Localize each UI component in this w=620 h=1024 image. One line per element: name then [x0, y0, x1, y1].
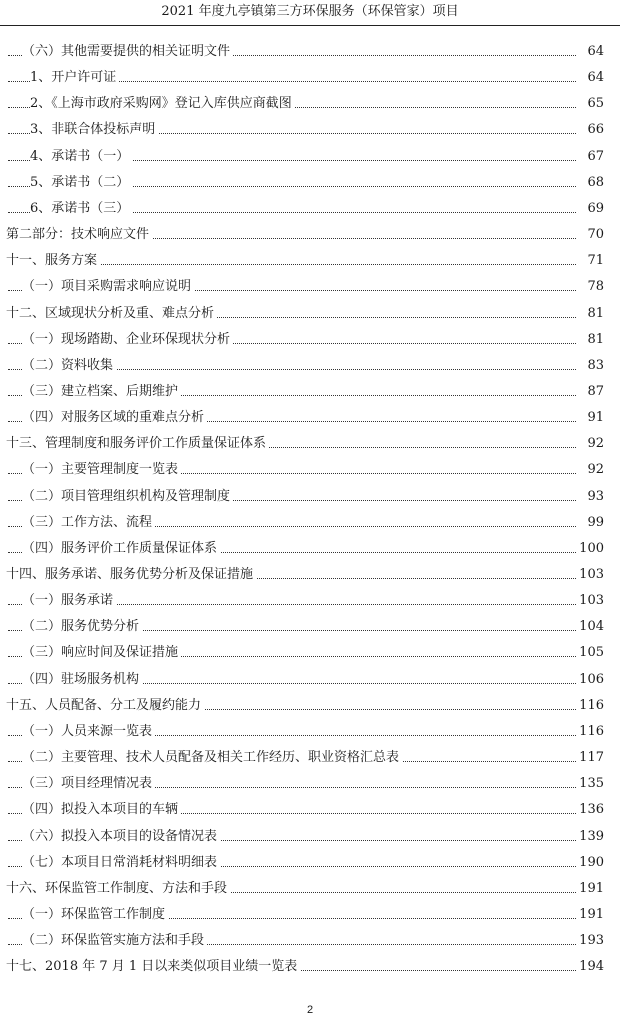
toc-entry-title: （三）项目经理情况表: [22, 774, 155, 794]
toc-entry-title: 6、承诺书（三）: [30, 199, 132, 219]
toc-entry-title: （四）拟投入本项目的车辆: [22, 800, 181, 820]
toc-entry-page: 92: [584, 434, 604, 454]
toc-entry-page: 93: [584, 487, 604, 507]
toc-entry[interactable]: [0, 487, 620, 507]
toc-entry-page: 70: [584, 225, 604, 245]
toc-entry-page: 135: [576, 774, 604, 794]
toc-entry-title: 十三、管理制度和服务评价工作质量保证体系: [6, 434, 269, 454]
toc-entry-title: （六）拟投入本项目的设备情况表: [22, 827, 220, 847]
toc-entry-page: 103: [576, 591, 604, 611]
toc-entry-title: （四）对服务区域的重难点分析: [22, 408, 207, 428]
toc-entry-page: 136: [576, 800, 604, 820]
toc-entry[interactable]: [0, 879, 620, 899]
toc-entry-title: （二）项目管理组织机构及管理制度: [22, 487, 233, 507]
toc-entry[interactable]: [0, 147, 620, 167]
toc-entry-page: 68: [584, 173, 604, 193]
toc-entry-page: 103: [576, 565, 604, 585]
page-header: 2021 年度九亭镇第三方环保服务（环保管家）项目: [161, 4, 459, 19]
toc-entry-title: （三）建立档案、后期维护: [22, 382, 181, 402]
toc-entry-title: （六）其他需要提供的相关证明文件: [22, 42, 233, 62]
toc-entry[interactable]: [0, 330, 620, 350]
toc-entry-page: 99: [584, 513, 604, 533]
toc-entry[interactable]: [0, 931, 620, 951]
page-number: 2: [306, 1004, 314, 1016]
toc-entry[interactable]: [0, 539, 620, 559]
toc-entry[interactable]: [0, 173, 620, 193]
toc-entry-page: 139: [576, 827, 604, 847]
toc-entry-title: 第二部分：技术响应文件: [6, 225, 152, 245]
toc-entry-page: 81: [584, 330, 604, 350]
toc-entry-page: 104: [576, 617, 604, 637]
toc-entry-title: （一）现场踏勘、企业环保现状分析: [22, 330, 233, 350]
toc-entry-page: 100: [576, 539, 604, 559]
toc-entry[interactable]: [0, 853, 620, 873]
toc-entry-page: 117: [576, 748, 604, 768]
toc-entry-title: 3、非联合体投标声明: [30, 120, 158, 140]
toc-entry-title: （一）环保监管工作制度: [22, 905, 168, 925]
toc-entry[interactable]: [0, 774, 620, 794]
toc-entry-title: 4、承诺书（一）: [30, 147, 132, 167]
toc-entry-title: 1、开户许可证: [30, 68, 119, 88]
toc-entry[interactable]: [0, 827, 620, 847]
toc-entry[interactable]: [0, 251, 620, 271]
toc-entry-title: 十五、人员配备、分工及履约能力: [6, 696, 204, 716]
toc-entry-title: （三）响应时间及保证措施: [22, 643, 181, 663]
toc-entry[interactable]: [0, 957, 620, 977]
toc-entry-title: （四）驻场服务机构: [22, 670, 142, 690]
toc-entry-page: 191: [576, 879, 604, 899]
toc-entry[interactable]: [0, 304, 620, 324]
toc-entry-title: 十二、区域现状分析及重、难点分析: [6, 304, 217, 324]
toc-entry-page: 83: [584, 356, 604, 376]
toc-entry-title: （一）服务承诺: [22, 591, 116, 611]
toc-entry-title: （三）工作方法、流程: [22, 513, 155, 533]
toc-entry[interactable]: [0, 225, 620, 245]
toc-entry[interactable]: [0, 68, 620, 88]
toc-entry-title: （一）项目采购需求响应说明: [22, 277, 194, 297]
toc-entry-page: 78: [584, 277, 604, 297]
toc-entry-page: 67: [584, 147, 604, 167]
toc-entry-page: 194: [576, 957, 604, 977]
toc-entry-page: 64: [584, 68, 604, 88]
toc-entry-page: 191: [576, 905, 604, 925]
toc-entry-title: （二）环保监管实施方法和手段: [22, 931, 207, 951]
toc-entry[interactable]: [0, 434, 620, 454]
toc-entry-title: （二）资料收集: [22, 356, 116, 376]
toc-entry[interactable]: [0, 748, 620, 768]
toc-entry[interactable]: [0, 800, 620, 820]
toc-entry[interactable]: [0, 617, 620, 637]
toc-entry[interactable]: [0, 277, 620, 297]
toc-entry[interactable]: [0, 591, 620, 611]
toc-entry-title: 十四、服务承诺、服务优势分析及保证措施: [6, 565, 256, 585]
toc-entry-page: 116: [576, 722, 604, 742]
header-rule: [0, 25, 620, 26]
toc-entry-title: （二）服务优势分析: [22, 617, 142, 637]
toc-entry-page: 91: [584, 408, 604, 428]
toc-entry-page: 81: [584, 304, 604, 324]
toc-entry-page: 193: [576, 931, 604, 951]
toc-entry[interactable]: [0, 722, 620, 742]
toc-entry-page: 190: [576, 853, 604, 873]
toc-entry-page: 71: [584, 251, 604, 271]
toc-entry[interactable]: [0, 42, 620, 62]
toc-entry-title: （一）主要管理制度一览表: [22, 460, 181, 480]
toc-entry[interactable]: [0, 408, 620, 428]
toc-entry-title: （七）本项目日常消耗材料明细表: [22, 853, 220, 873]
toc-entry-title: 十七、2018 年 7 月 1 日以来类似项目业绩一览表: [6, 957, 300, 977]
toc-entry[interactable]: [0, 670, 620, 690]
toc-entry-title: 2、《上海市政府采购网》登记入库供应商截图: [30, 94, 295, 114]
toc-entry[interactable]: [0, 905, 620, 925]
toc-entry-page: 105: [576, 643, 604, 663]
toc-entry-page: 87: [584, 382, 604, 402]
toc-entry-title: （一）人员来源一览表: [22, 722, 155, 742]
toc-entry-page: 66: [584, 120, 604, 140]
toc-entry[interactable]: [0, 120, 620, 140]
toc-entry[interactable]: [0, 460, 620, 480]
toc-entry-page: 106: [576, 670, 604, 690]
toc-entry[interactable]: [0, 199, 620, 219]
toc-entry[interactable]: [0, 382, 620, 402]
toc-entry[interactable]: [0, 696, 620, 716]
toc-entry[interactable]: [0, 513, 620, 533]
toc-entry-title: （二）主要管理、技术人员配备及相关工作经历、职业资格汇总表: [22, 748, 402, 768]
toc-entry-title: 十一、服务方案: [6, 251, 100, 271]
toc-entry[interactable]: [0, 94, 620, 114]
toc-entry-title: 十六、环保监管工作制度、方法和手段: [6, 879, 230, 899]
toc-entry-page: 116: [576, 696, 604, 716]
toc-entry-page: 64: [584, 42, 604, 62]
toc-entry-page: 69: [584, 199, 604, 219]
toc-entry-title: （四）服务评价工作质量保证体系: [22, 539, 220, 559]
toc-entry[interactable]: [0, 565, 620, 585]
toc-entry[interactable]: [0, 643, 620, 663]
toc-entry[interactable]: [0, 356, 620, 376]
toc-entry-title: 5、承诺书（二）: [30, 173, 132, 193]
toc-entry-page: 65: [584, 94, 604, 114]
toc-entry-page: 92: [584, 460, 604, 480]
